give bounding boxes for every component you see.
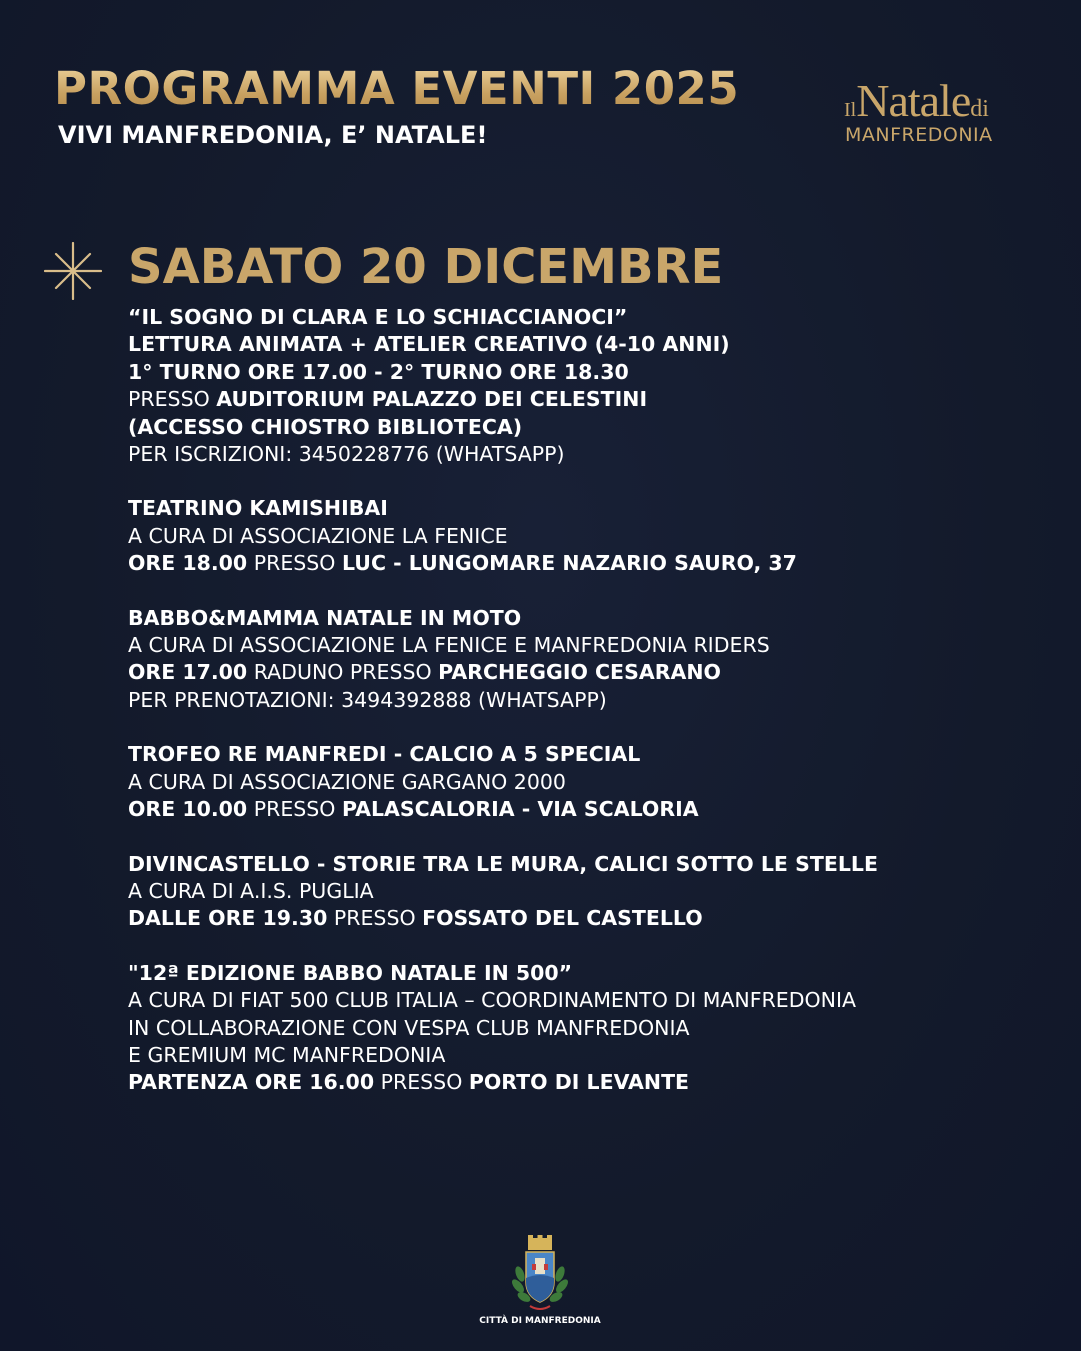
event-text-bold: FOSSATO DEL CASTELLO xyxy=(422,906,703,931)
event-line xyxy=(128,632,1028,659)
event-text: PRESSO xyxy=(247,551,342,576)
event-text: PRESSO xyxy=(247,797,342,822)
event-line xyxy=(128,960,1028,987)
event-line xyxy=(128,414,1028,441)
event-text: E GREMIUM MC MANFREDONIA xyxy=(128,1042,446,1067)
event-line xyxy=(128,550,1028,577)
event-line xyxy=(128,878,1028,905)
event-text: PER ISCRIZIONI: 3450228776 (WHATSAPP) xyxy=(128,442,565,467)
event-line xyxy=(128,1015,1028,1042)
event-text: A CURA DI A.I.S. PUGLIA xyxy=(128,878,374,903)
event-item xyxy=(128,495,1028,577)
event-line xyxy=(128,769,1028,796)
event-text-bold: TROFEO RE MANFREDI - CALCIO A 5 SPECIAL xyxy=(128,742,641,767)
event-line xyxy=(128,523,1028,550)
event-text-bold: PORTO DI LEVANTE xyxy=(468,1070,690,1095)
event-text-bold: DALLE ORE 19.30 xyxy=(128,906,328,931)
sparkle-icon xyxy=(44,242,102,300)
event-text-bold: ORE 18.00 xyxy=(128,551,248,576)
event-line xyxy=(128,495,1028,522)
event-text-bold: PARCHEGGIO CESARANO xyxy=(438,660,721,685)
event-text-bold: PARTENZA ORE 16.00 xyxy=(128,1070,375,1095)
event-text-bold: ORE 17.00 xyxy=(128,660,248,685)
event-text: IN COLLABORAZIONE CON VESPA CLUB MANFREDONIA xyxy=(128,1015,690,1040)
event-item xyxy=(128,304,1028,468)
event-line xyxy=(128,386,1028,413)
event-text: PRESSO xyxy=(128,387,217,412)
event-line xyxy=(128,605,1028,632)
event-line xyxy=(128,1069,1028,1096)
event-line xyxy=(128,441,1028,468)
event-list xyxy=(128,304,1028,1124)
event-text: A CURA DI ASSOCIAZIONE LA FENICE E MANFREDONIA RIDERS xyxy=(128,633,770,658)
event-text-bold: ORE 10.00 xyxy=(128,797,248,822)
logo-di: di xyxy=(970,96,989,122)
logo-city: MANFREDONIA xyxy=(845,124,993,146)
city-label: CITTÀ DI MANFREDONIA xyxy=(479,1316,601,1326)
event-text-bold: LUC - LUNGOMARE NAZARIO SAURO, 37 xyxy=(341,551,797,576)
event-line xyxy=(128,659,1028,686)
event-line xyxy=(128,1042,1028,1069)
event-line xyxy=(128,687,1028,714)
logo-natale: Natale xyxy=(856,75,971,126)
event-item xyxy=(128,741,1028,823)
event-text: RADUNO PRESSO xyxy=(247,660,439,685)
page-title: PROGRAMMA EVENTI 2025 xyxy=(54,62,740,115)
natale-logo xyxy=(840,72,1040,152)
event-line xyxy=(128,796,1028,823)
event-text-bold: BABBO&MAMMA NATALE IN MOTO xyxy=(128,605,522,630)
event-line xyxy=(128,359,1028,386)
event-text-bold: TEATRINO KAMISHIBAI xyxy=(128,496,388,521)
event-text-bold: LETTURA ANIMATA + ATELIER CREATIVO (4-10 ANNI) xyxy=(128,332,730,357)
event-text: A CURA DI FIAT 500 CLUB ITALIA – COORDINAMENTO DI MANFREDONIA xyxy=(128,988,857,1013)
event-text: A CURA DI ASSOCIAZIONE LA FENICE xyxy=(128,523,508,548)
event-text-bold: (ACCESSO CHIOSTRO BIBLIOTECA) xyxy=(128,414,523,439)
event-text-bold: PALASCALORIA - VIA SCALORIA xyxy=(341,797,699,822)
event-text-bold: 1° TURNO ORE 17.00 - 2° TURNO ORE 18.30 xyxy=(128,359,629,384)
event-line xyxy=(128,905,1028,932)
event-text: PRESSO xyxy=(327,906,423,931)
event-line xyxy=(128,304,1028,331)
event-text: PRESSO xyxy=(374,1070,469,1095)
event-text: A CURA DI ASSOCIAZIONE GARGANO 2000 xyxy=(128,769,566,794)
event-line xyxy=(128,987,1028,1014)
event-text-bold: DIVINCASTELLO - STORIE TRA LE MURA, CALICI SOTTO LE STELLE xyxy=(128,851,878,876)
logo-il: Il xyxy=(844,99,857,121)
event-item xyxy=(128,960,1028,1097)
event-line xyxy=(128,741,1028,768)
city-crest-icon xyxy=(508,1234,572,1314)
event-text-bold: AUDITORIUM PALAZZO DEI CELESTINI xyxy=(216,387,648,412)
event-text-bold: "12ª EDIZIONE BABBO NATALE IN 500” xyxy=(128,960,573,985)
event-line xyxy=(128,851,1028,878)
event-item xyxy=(128,851,1028,933)
event-line xyxy=(128,331,1028,358)
event-text: PER PRENOTAZIONI: 3494392888 (WHATSAPP) xyxy=(128,687,607,712)
event-text-bold: “IL SOGNO DI CLARA E LO SCHIACCIANOCI” xyxy=(128,305,628,329)
page-subtitle: VIVI MANFREDONIA, E’ NATALE! xyxy=(58,121,488,149)
event-date: SABATO 20 DICEMBRE xyxy=(128,239,724,295)
event-item xyxy=(128,605,1028,715)
